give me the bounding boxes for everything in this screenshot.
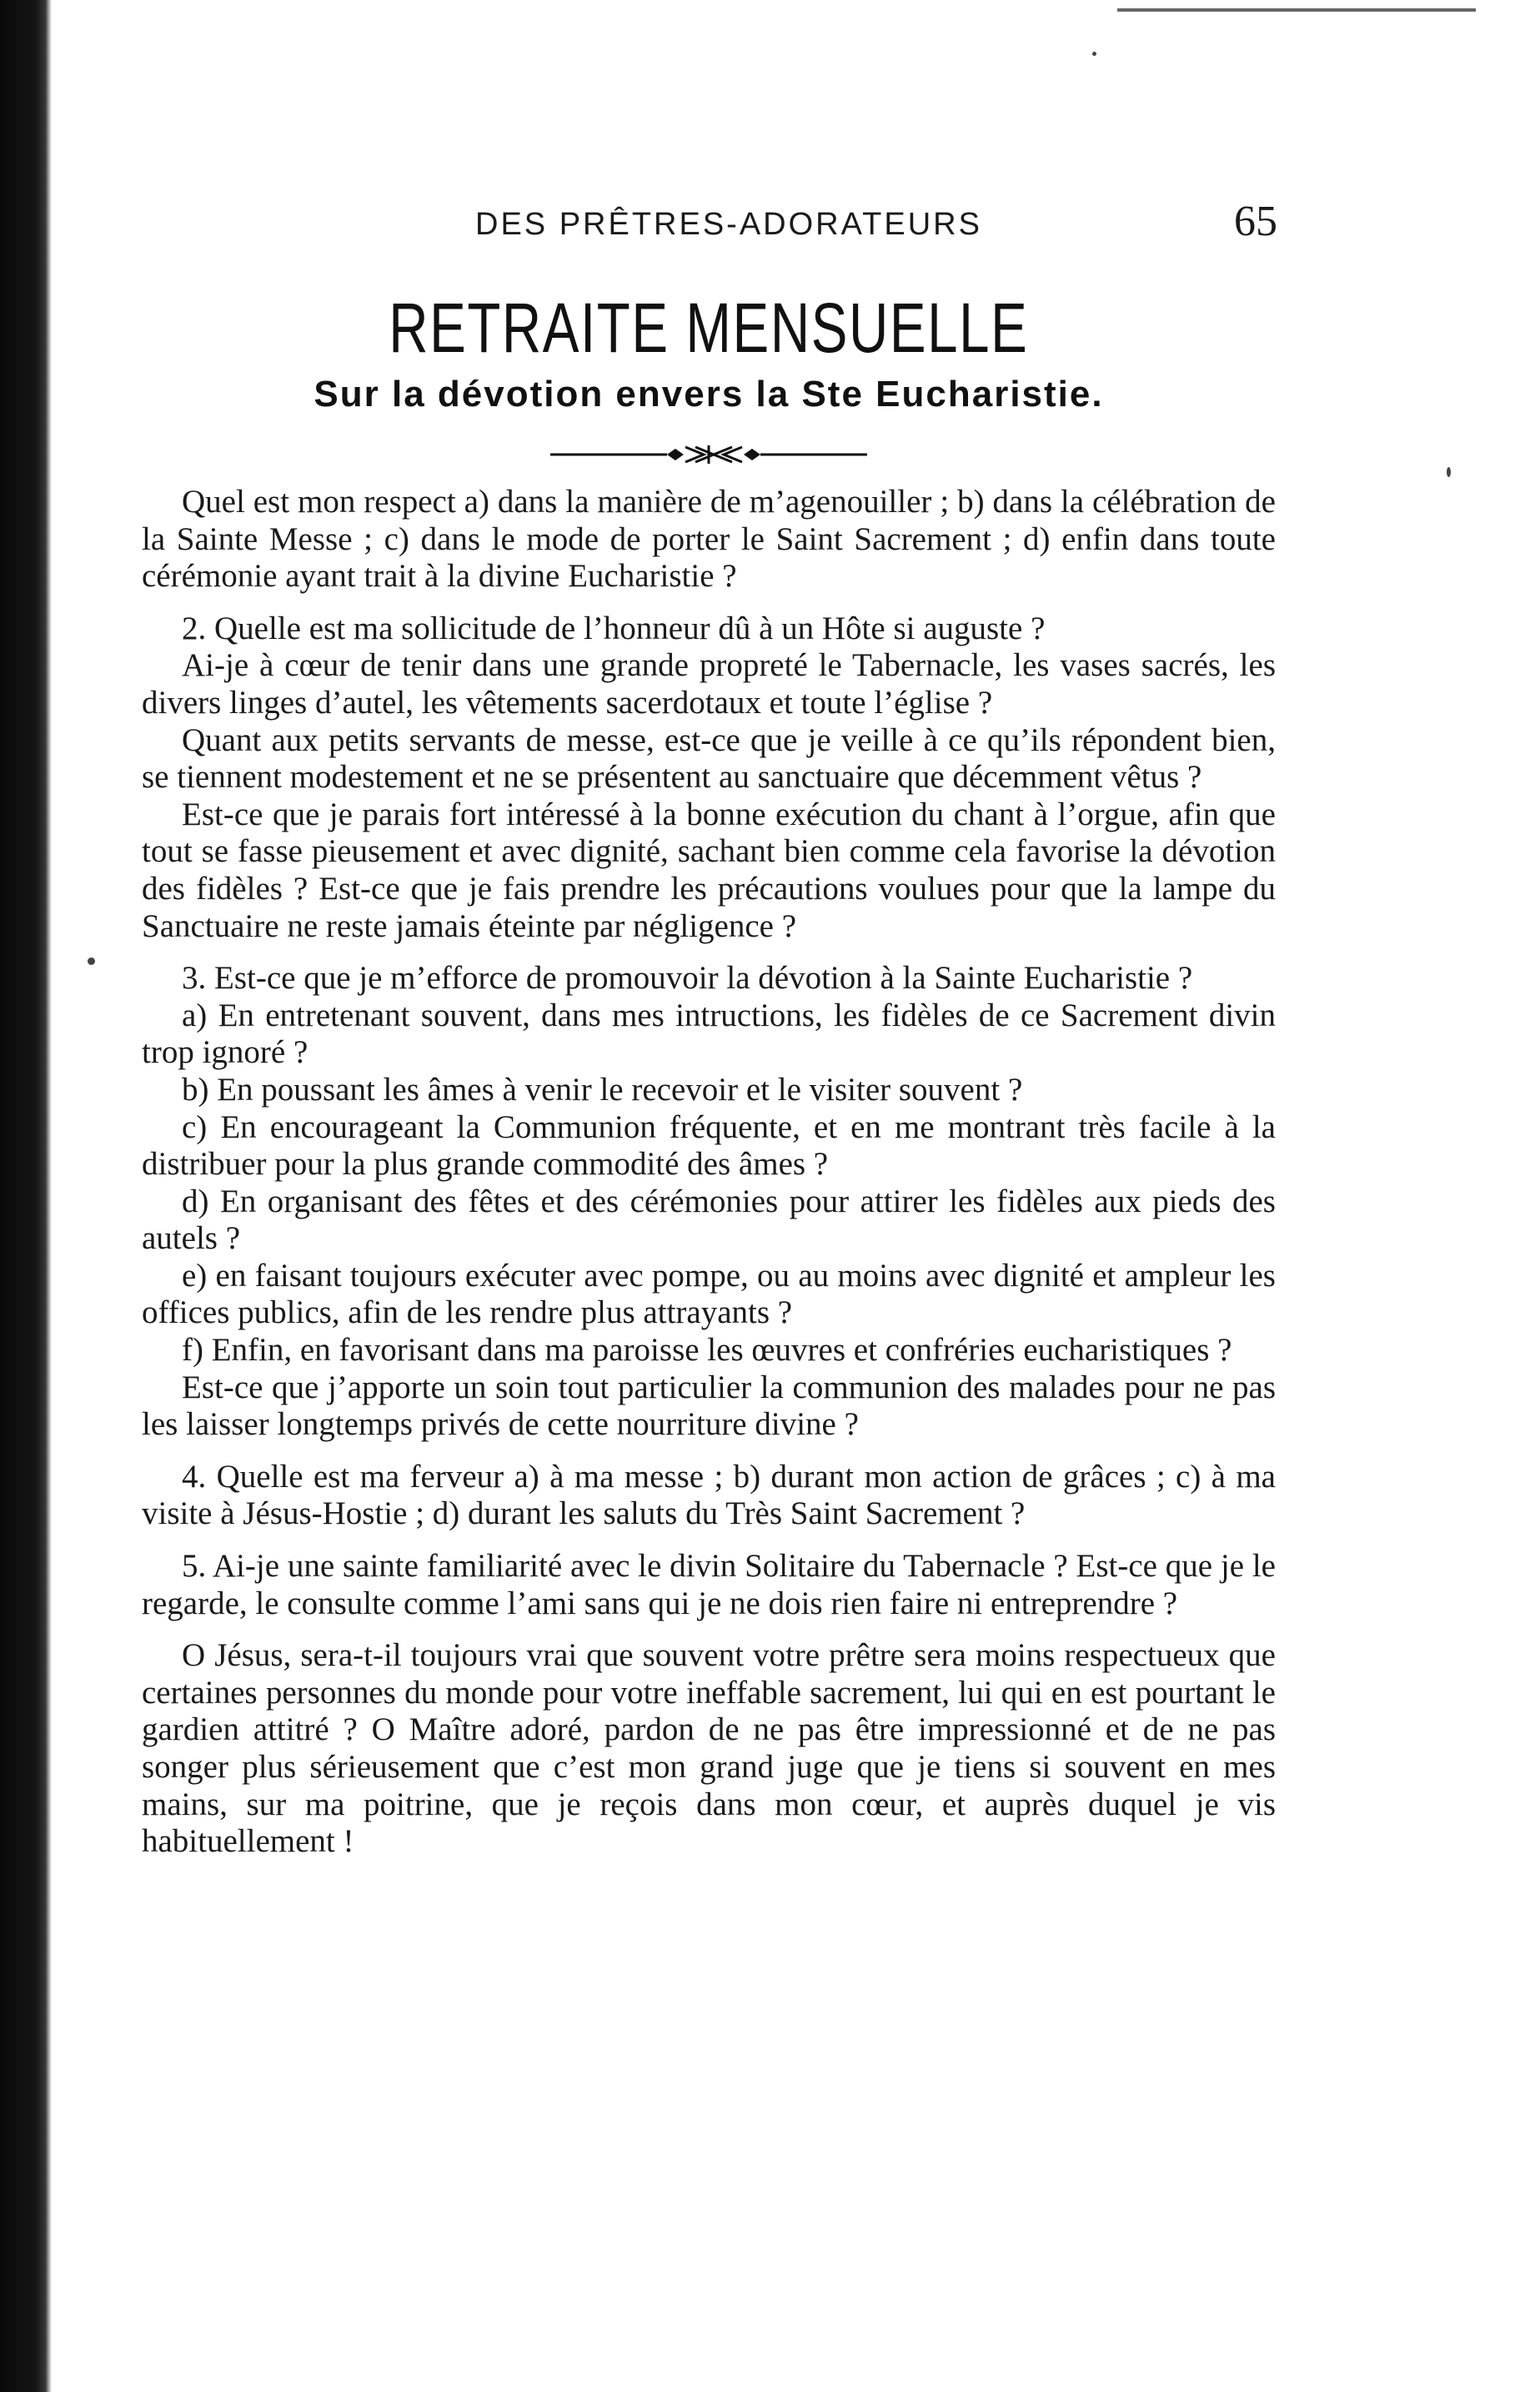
paragraph: 3. Est-ce que je m’efforce de promouvoir la dévotion à la Sainte Eucharistie ?: [182, 960, 1193, 997]
paragraph: 4. Quelle est ma ferveur a) à ma messe ; b) durant mon action de grâces ; c) à ma visite à Jésus-Hostie ; d) durant les saluts du Très Saint Sacrement ?: [142, 1458, 1276, 1532]
paragraph: b) En poussant les âmes à venir le recevoir et le visiter souvent ?: [182, 1071, 1023, 1108]
print-speck: [1447, 467, 1451, 477]
print-speck: [1092, 52, 1096, 56]
paragraph: e) en faisant toujours exécuter avec pompe, ou au moins avec dignité et ampleur les offices publics, afin de les rendre plus attrayants ?: [142, 1257, 1276, 1331]
page-title: RETRAITE MENSUELLE: [389, 289, 1029, 367]
running-head: DES PRÊTRES-ADORATEURS: [475, 207, 982, 242]
book-spine-shadow: [0, 0, 52, 2392]
body-text: [142, 484, 1276, 1861]
page-subtitle: Sur la dévotion envers la Ste Eucharistie.: [314, 374, 1104, 415]
paragraph: 2. Quelle est ma sollicitude de l’honneur dû à un Hôte si auguste ?: [182, 610, 1046, 646]
ornamental-divider-icon: [542, 442, 875, 467]
paragraph: f) Enfin, en favorisant dans ma paroisse les œuvres et confréries eucharistiques ?: [182, 1332, 1232, 1369]
paragraph: Est-ce que je parais fort intéressé à la bonne exécution du chant à l’orgue, afin que tout se fasse pieusement et avec dignité, sachant bien comme cela favorise la dévotion des fidèles ? Est-ce que je fais prendre les précautions voulues pour que la lampe du Sanctuaire ne reste jamais éteinte par négligence ?: [142, 796, 1276, 944]
print-speck: [88, 957, 95, 965]
paragraph: c) En encourageant la Communion fréquente, et en me montrant très facile à la distribuer pour la plus grande commodité des âmes ?: [142, 1108, 1276, 1183]
page-title-container: [125, 288, 1292, 369]
paragraph: Ai-je à cœur de tenir dans une grande propreté le Tabernacle, les vases sacrés, les divers linges d’autel, les vêtements sacerdotaux et toute l’église ?: [142, 647, 1276, 721]
paragraph: O Jésus, sera-t-il toujours vrai que souvent votre prêtre sera moins respectueux que certaines personnes du monde pour votre ineffable sacrement, lui qui en est pourtant le gardien attitré ? O Maître adoré, pardon de ne pas être impressionné et de ne pas songer plus sérieusement que c’est mon grand juge que je tiens si souvent en mes mains, sur ma poitrine, que je reçois dans mon cœur, et auprès duquel je vis habituellement !: [142, 1637, 1276, 1860]
paragraph: d) En organisant des fêtes et des cérémonies pour attirer les fidèles aux pieds des autels ?: [142, 1183, 1276, 1257]
paragraph: Quel est mon respect a) dans la manière de m’agenouiller ; b) dans la célébration de la Sainte Messe ; c) dans le mode de porter le Saint Sacrement ; d) enfin dans toute cérémonie ayant trait à la divine Eucharistie ?: [142, 484, 1276, 595]
paragraph: Quant aux petits servants de messe, est-ce que je veille à ce qu’ils répondent bien, se tiennent modestement et ne se présentent au sanctuaire que décemment vêtus ?: [142, 721, 1276, 796]
paragraph: a) En entretenant souvent, dans mes intructions, les fidèles de ce Sacrement divin trop ignoré ?: [142, 997, 1276, 1071]
page-number: 65: [1234, 198, 1277, 245]
paragraph: 5. Ai-je une sainte familiarité avec le divin Solitaire du Tabernacle ? Est-ce que je le regarde, le consulte comme l’ami sans qui je ne dois rien faire ni entreprendre ?: [142, 1548, 1276, 1621]
paragraph: Est-ce que j’apporte un soin tout particulier la communion des malades pour ne pas les laisser longtemps privés de cette nourriture divine ?: [142, 1369, 1276, 1443]
top-rule: [1117, 8, 1476, 12]
